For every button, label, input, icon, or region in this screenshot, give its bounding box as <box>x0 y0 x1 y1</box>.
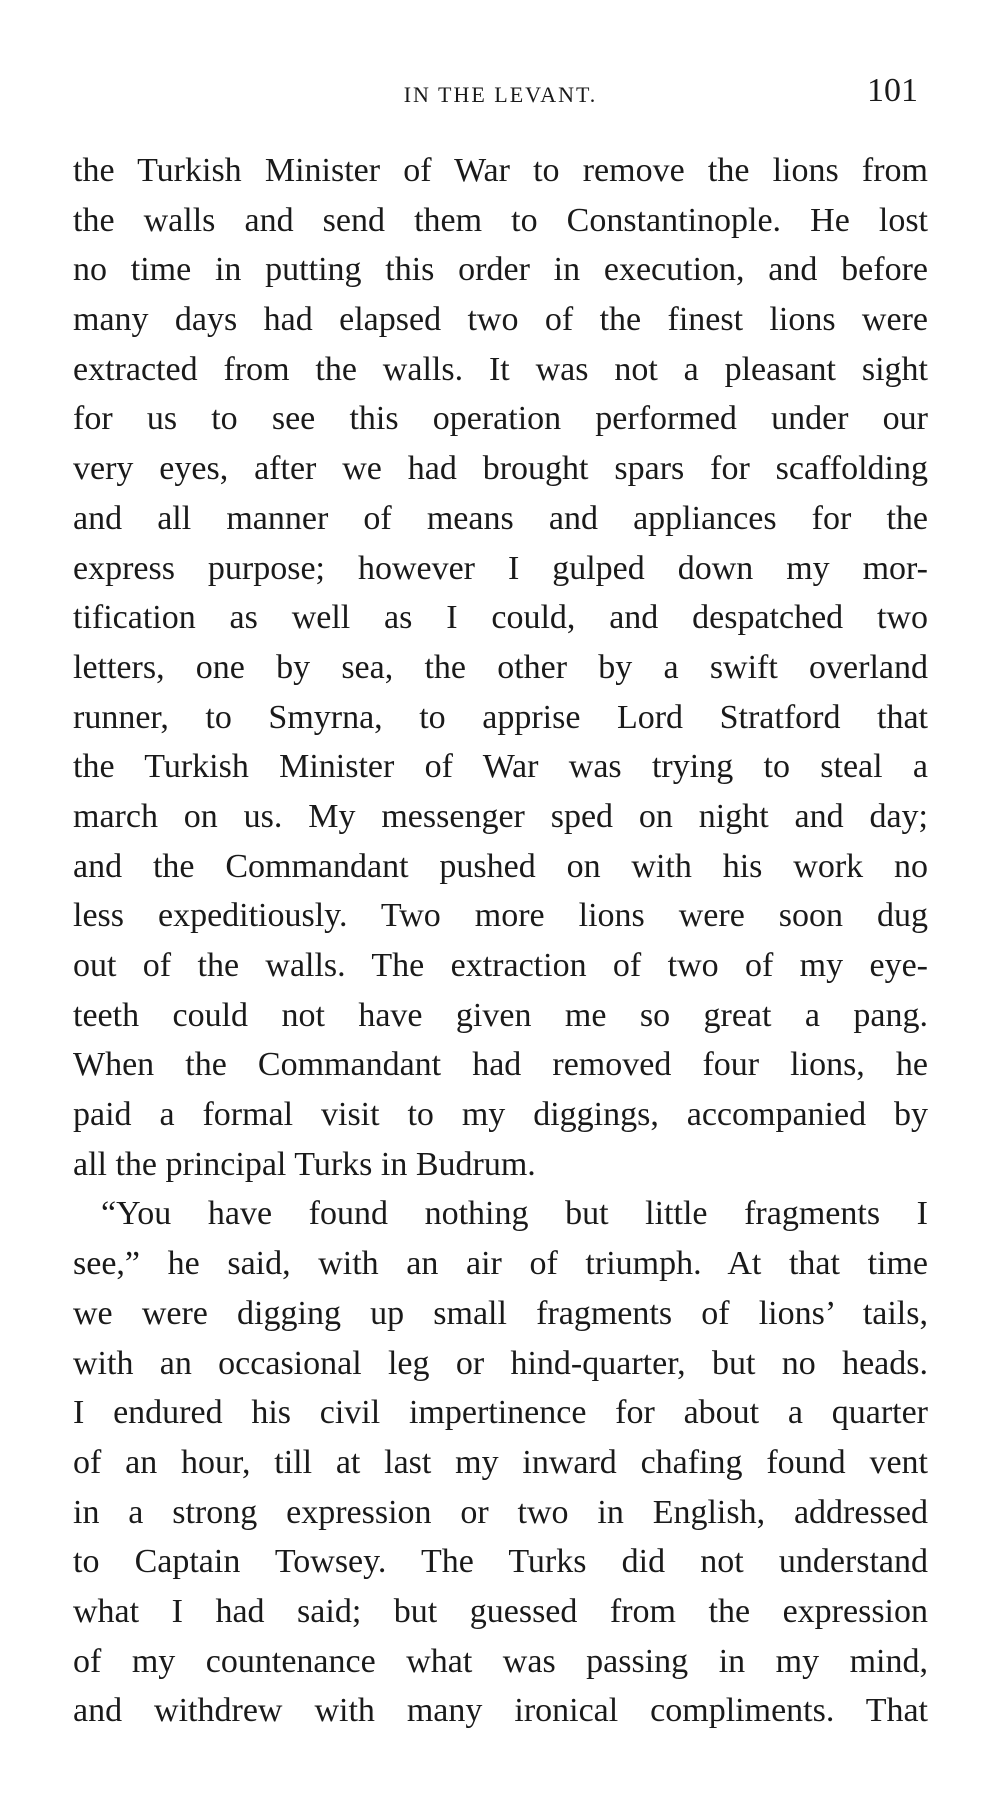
text-line: with an occasional leg or hind-quarter, but no heads. <box>73 1344 928 1382</box>
text-line: and the Commandant pushed on with his work no <box>73 847 928 885</box>
text-line: the Turkish Minister of War to remove the lions from <box>73 152 928 189</box>
text-line: When the Commandant had removed four lions, he <box>73 1046 928 1084</box>
text-line: in a strong expression or two in English, addressed <box>73 1493 928 1531</box>
text-line: many days had elapsed two of the finest lions were <box>73 301 928 339</box>
text-line: letters, one by sea, the other by a swift overland <box>73 648 928 686</box>
text-line: out of the walls. The extraction of two of my eye- <box>73 947 928 984</box>
text-line: runner, to Smyrna, to apprise Lord Stratford that <box>73 698 928 736</box>
text-line: less expeditiously. Two more lions were soon dug <box>73 897 928 935</box>
text-line: “You have found nothing but little fragments I <box>101 1195 928 1233</box>
text-line: we were digging up small fragments of lions’ tails, <box>73 1294 928 1332</box>
text-line: teeth could not have given me so great a pang. <box>73 996 928 1034</box>
text-line: I endured his civil impertinence for about a quarter <box>73 1394 928 1432</box>
text-line: of my countenance what was passing in my mind, <box>73 1642 928 1680</box>
text-line: march on us. My messenger sped on night and day; <box>73 797 928 835</box>
text-line: and withdrew with many ironical compliments. That <box>73 1692 928 1730</box>
page-number: 101 <box>867 72 918 109</box>
text-line: tification as well as I could, and despatched two <box>73 599 928 637</box>
text-line: extracted from the walls. It was not a pleasant sight <box>73 350 928 388</box>
text-line: no time in putting this order in execution, and before <box>73 251 928 289</box>
text-line: the Turkish Minister of War was trying to steal a <box>73 748 928 786</box>
text-line: for us to see this operation performed under our <box>73 400 928 438</box>
body-text <box>73 146 928 1736</box>
text-line: the walls and send them to Constantinople. He lost <box>73 201 928 239</box>
running-head <box>73 72 928 112</box>
text-line: express purpose; however I gulped down my mor- <box>73 549 928 587</box>
text-line: what I had said; but guessed from the expression <box>73 1592 928 1630</box>
text-line: and all manner of means and appliances for the <box>73 499 928 537</box>
text-line: see,” he said, with an air of triumph. At that time <box>73 1245 928 1283</box>
text-line: to Captain Towsey. The Turks did not understand <box>73 1543 928 1581</box>
text-line: very eyes, after we had brought spars for scaffolding <box>73 450 928 488</box>
text-line: paid a formal visit to my diggings, accompanied by <box>73 1096 928 1134</box>
text-line: all the principal Turks in Budrum. <box>73 1145 536 1183</box>
running-title: IN THE LEVANT. <box>403 82 598 107</box>
text-line: of an hour, till at last my inward chafing found vent <box>73 1443 928 1481</box>
